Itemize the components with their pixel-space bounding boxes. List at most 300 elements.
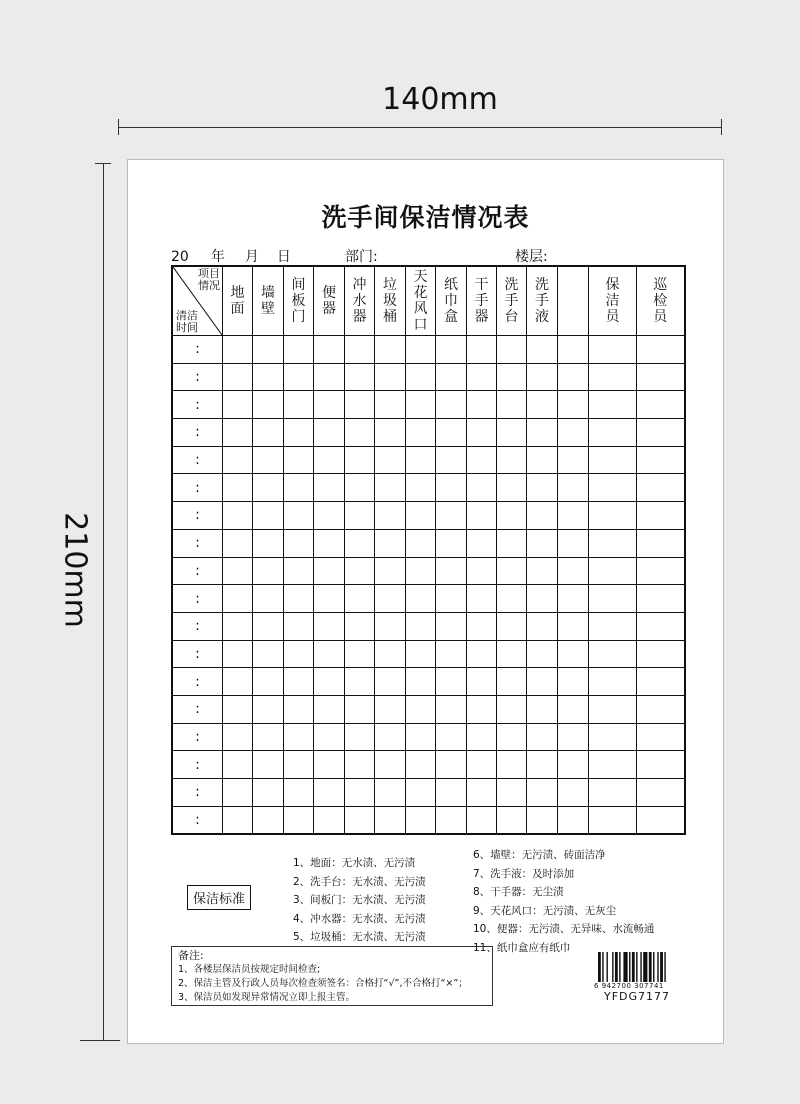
check-cell[interactable] bbox=[345, 529, 375, 557]
check-cell[interactable] bbox=[253, 612, 284, 640]
barcode-bar bbox=[636, 952, 637, 982]
check-cell[interactable] bbox=[253, 474, 284, 502]
check-cell[interactable] bbox=[253, 446, 284, 474]
table-row bbox=[172, 502, 685, 530]
check-cell[interactable] bbox=[253, 336, 284, 364]
barcode-bar bbox=[602, 952, 603, 982]
check-cell[interactable] bbox=[284, 502, 314, 530]
check-cell[interactable] bbox=[253, 779, 284, 807]
check-cell[interactable] bbox=[637, 446, 685, 474]
check-cell[interactable] bbox=[345, 585, 375, 613]
check-cell[interactable] bbox=[345, 474, 375, 502]
time-cell[interactable]: : bbox=[172, 557, 223, 585]
check-cell[interactable] bbox=[527, 806, 558, 834]
barcode-bar bbox=[640, 952, 641, 982]
check-cell[interactable] bbox=[467, 363, 497, 391]
check-cell[interactable] bbox=[497, 419, 527, 447]
check-cell[interactable] bbox=[637, 585, 685, 613]
check-cell[interactable] bbox=[589, 474, 637, 502]
check-cell[interactable] bbox=[637, 751, 685, 779]
check-cell[interactable] bbox=[467, 585, 497, 613]
check-cell[interactable] bbox=[436, 557, 467, 585]
check-cell[interactable] bbox=[436, 363, 467, 391]
check-cell[interactable] bbox=[314, 474, 345, 502]
time-cell[interactable]: : bbox=[172, 529, 223, 557]
check-cell[interactable] bbox=[558, 557, 589, 585]
standard-item: 11、纸巾盒应有纸巾 bbox=[473, 941, 571, 954]
check-cell[interactable] bbox=[497, 529, 527, 557]
check-cell[interactable] bbox=[284, 474, 314, 502]
check-cell[interactable] bbox=[589, 751, 637, 779]
check-cell[interactable] bbox=[589, 446, 637, 474]
time-cell[interactable]: : bbox=[172, 585, 223, 613]
check-cell[interactable] bbox=[497, 391, 527, 419]
check-cell[interactable] bbox=[436, 391, 467, 419]
table-row bbox=[172, 751, 685, 779]
time-cell[interactable]: : bbox=[172, 446, 223, 474]
check-cell[interactable] bbox=[253, 751, 284, 779]
check-cell[interactable] bbox=[467, 779, 497, 807]
check-cell[interactable] bbox=[375, 336, 406, 364]
check-cell[interactable] bbox=[314, 779, 345, 807]
check-cell[interactable] bbox=[497, 779, 527, 807]
check-cell[interactable] bbox=[284, 336, 314, 364]
check-cell[interactable] bbox=[558, 419, 589, 447]
check-cell[interactable] bbox=[637, 806, 685, 834]
check-cell[interactable] bbox=[314, 446, 345, 474]
check-cell[interactable] bbox=[314, 668, 345, 696]
check-cell[interactable] bbox=[375, 751, 406, 779]
check-cell[interactable] bbox=[589, 612, 637, 640]
product-code: YFDG7177 bbox=[604, 990, 671, 1003]
check-cell[interactable] bbox=[345, 723, 375, 751]
check-cell[interactable] bbox=[345, 640, 375, 668]
check-cell[interactable] bbox=[527, 723, 558, 751]
check-cell[interactable] bbox=[223, 640, 253, 668]
height-tick-bottom bbox=[80, 1040, 120, 1041]
check-cell[interactable] bbox=[558, 723, 589, 751]
check-cell[interactable] bbox=[345, 695, 375, 723]
check-cell[interactable] bbox=[436, 723, 467, 751]
check-cell[interactable] bbox=[375, 723, 406, 751]
check-cell[interactable] bbox=[406, 585, 436, 613]
check-cell[interactable] bbox=[223, 668, 253, 696]
check-cell[interactable] bbox=[558, 806, 589, 834]
check-cell[interactable] bbox=[253, 391, 284, 419]
check-cell[interactable] bbox=[345, 779, 375, 807]
check-cell[interactable] bbox=[467, 502, 497, 530]
check-cell[interactable] bbox=[558, 612, 589, 640]
time-cell[interactable]: : bbox=[172, 419, 223, 447]
time-cell[interactable]: : bbox=[172, 474, 223, 502]
check-cell[interactable] bbox=[345, 557, 375, 585]
check-cell[interactable] bbox=[589, 557, 637, 585]
check-cell[interactable] bbox=[314, 419, 345, 447]
check-cell[interactable] bbox=[558, 668, 589, 696]
time-cell[interactable]: : bbox=[172, 779, 223, 807]
check-cell[interactable] bbox=[467, 751, 497, 779]
check-cell[interactable] bbox=[253, 529, 284, 557]
check-cell[interactable] bbox=[497, 502, 527, 530]
check-cell[interactable] bbox=[589, 695, 637, 723]
check-cell[interactable] bbox=[345, 806, 375, 834]
check-cell[interactable] bbox=[345, 336, 375, 364]
check-cell[interactable] bbox=[497, 668, 527, 696]
check-cell[interactable] bbox=[253, 723, 284, 751]
check-cell[interactable] bbox=[345, 612, 375, 640]
check-cell[interactable] bbox=[637, 474, 685, 502]
barcode-bar bbox=[606, 952, 607, 982]
check-cell[interactable] bbox=[637, 391, 685, 419]
check-cell[interactable] bbox=[436, 336, 467, 364]
check-cell[interactable] bbox=[223, 529, 253, 557]
check-cell[interactable] bbox=[223, 557, 253, 585]
table-row bbox=[172, 446, 685, 474]
check-cell[interactable] bbox=[497, 695, 527, 723]
check-cell[interactable] bbox=[436, 502, 467, 530]
check-cell[interactable] bbox=[345, 391, 375, 419]
standard-item: 9、天花风口：无污渍、无灰尘 bbox=[473, 904, 617, 917]
column-header: 天花风口 bbox=[406, 266, 436, 336]
check-cell[interactable] bbox=[589, 779, 637, 807]
check-cell[interactable] bbox=[467, 446, 497, 474]
check-cell[interactable] bbox=[467, 529, 497, 557]
standard-item: 4、冲水器：无水渍、无污渍 bbox=[293, 912, 426, 925]
check-cell[interactable] bbox=[253, 557, 284, 585]
check-cell[interactable] bbox=[497, 363, 527, 391]
check-cell[interactable] bbox=[284, 585, 314, 613]
check-cell[interactable] bbox=[223, 336, 253, 364]
check-cell[interactable] bbox=[637, 612, 685, 640]
check-cell[interactable] bbox=[314, 557, 345, 585]
check-cell[interactable] bbox=[527, 446, 558, 474]
check-cell[interactable] bbox=[345, 751, 375, 779]
check-cell[interactable] bbox=[467, 723, 497, 751]
check-cell[interactable] bbox=[589, 336, 637, 364]
check-cell[interactable] bbox=[527, 779, 558, 807]
check-cell[interactable] bbox=[406, 695, 436, 723]
check-cell[interactable] bbox=[375, 585, 406, 613]
check-cell[interactable] bbox=[406, 640, 436, 668]
check-cell[interactable] bbox=[223, 391, 253, 419]
check-cell[interactable] bbox=[406, 668, 436, 696]
check-cell[interactable] bbox=[284, 391, 314, 419]
check-cell[interactable] bbox=[637, 336, 685, 364]
check-cell[interactable] bbox=[637, 529, 685, 557]
check-cell[interactable] bbox=[497, 446, 527, 474]
check-cell[interactable] bbox=[253, 502, 284, 530]
check-cell[interactable] bbox=[375, 612, 406, 640]
time-cell[interactable]: : bbox=[172, 751, 223, 779]
check-cell[interactable] bbox=[527, 668, 558, 696]
check-cell[interactable] bbox=[253, 585, 284, 613]
check-cell[interactable] bbox=[253, 695, 284, 723]
check-cell[interactable] bbox=[558, 640, 589, 668]
check-cell[interactable] bbox=[223, 419, 253, 447]
check-cell[interactable] bbox=[406, 474, 436, 502]
check-cell[interactable] bbox=[406, 419, 436, 447]
check-cell[interactable] bbox=[589, 640, 637, 668]
check-cell[interactable] bbox=[223, 695, 253, 723]
check-cell[interactable] bbox=[375, 363, 406, 391]
check-cell[interactable] bbox=[527, 585, 558, 613]
check-cell[interactable] bbox=[527, 363, 558, 391]
table-row bbox=[172, 585, 685, 613]
check-cell[interactable] bbox=[497, 723, 527, 751]
check-cell[interactable] bbox=[527, 419, 558, 447]
check-cell[interactable] bbox=[406, 446, 436, 474]
standard-item: 7、洗手液：及时添加 bbox=[473, 867, 575, 880]
check-cell[interactable] bbox=[436, 779, 467, 807]
check-cell[interactable] bbox=[497, 612, 527, 640]
check-cell[interactable] bbox=[497, 557, 527, 585]
check-cell[interactable] bbox=[223, 502, 253, 530]
check-cell[interactable] bbox=[589, 363, 637, 391]
check-cell[interactable] bbox=[436, 585, 467, 613]
check-cell[interactable] bbox=[637, 695, 685, 723]
check-cell[interactable] bbox=[589, 723, 637, 751]
check-cell[interactable] bbox=[436, 419, 467, 447]
check-cell[interactable] bbox=[284, 363, 314, 391]
check-cell[interactable] bbox=[406, 502, 436, 530]
check-cell[interactable] bbox=[223, 363, 253, 391]
check-cell[interactable] bbox=[527, 751, 558, 779]
check-cell[interactable] bbox=[558, 585, 589, 613]
check-cell[interactable] bbox=[467, 612, 497, 640]
check-cell[interactable] bbox=[436, 751, 467, 779]
check-cell[interactable] bbox=[467, 474, 497, 502]
check-cell[interactable] bbox=[467, 336, 497, 364]
check-cell[interactable] bbox=[223, 751, 253, 779]
check-cell[interactable] bbox=[467, 640, 497, 668]
check-cell[interactable] bbox=[345, 502, 375, 530]
check-cell[interactable] bbox=[314, 529, 345, 557]
check-cell[interactable] bbox=[406, 751, 436, 779]
check-cell[interactable] bbox=[436, 806, 467, 834]
check-cell[interactable] bbox=[284, 806, 314, 834]
department-field: 部门: bbox=[345, 246, 473, 266]
standard-item: 1、地面：无水渍、无污渍 bbox=[293, 857, 416, 869]
check-cell[interactable] bbox=[223, 723, 253, 751]
check-cell[interactable] bbox=[314, 723, 345, 751]
check-cell[interactable] bbox=[314, 363, 345, 391]
height-dimension-line bbox=[103, 163, 104, 1040]
check-cell[interactable] bbox=[345, 363, 375, 391]
check-cell[interactable] bbox=[558, 695, 589, 723]
check-cell[interactable] bbox=[558, 474, 589, 502]
check-cell[interactable] bbox=[436, 640, 467, 668]
check-cell[interactable] bbox=[375, 779, 406, 807]
check-cell[interactable] bbox=[497, 806, 527, 834]
check-cell[interactable] bbox=[558, 336, 589, 364]
check-cell[interactable] bbox=[406, 779, 436, 807]
check-cell[interactable] bbox=[375, 474, 406, 502]
check-cell[interactable] bbox=[314, 640, 345, 668]
barcode-bar bbox=[612, 952, 613, 982]
check-cell[interactable] bbox=[436, 529, 467, 557]
check-cell[interactable] bbox=[527, 612, 558, 640]
check-cell[interactable] bbox=[589, 419, 637, 447]
check-cell[interactable] bbox=[314, 695, 345, 723]
time-cell[interactable]: : bbox=[172, 723, 223, 751]
check-cell[interactable] bbox=[558, 391, 589, 419]
check-cell[interactable] bbox=[284, 557, 314, 585]
check-cell[interactable] bbox=[284, 640, 314, 668]
check-cell[interactable] bbox=[637, 363, 685, 391]
check-cell[interactable] bbox=[223, 806, 253, 834]
check-cell[interactable] bbox=[436, 446, 467, 474]
check-cell[interactable] bbox=[436, 668, 467, 696]
check-cell[interactable] bbox=[314, 391, 345, 419]
check-cell[interactable] bbox=[314, 585, 345, 613]
check-cell[interactable] bbox=[375, 640, 406, 668]
header-diagonal-cell: 项目情况 清洁时间 bbox=[172, 266, 223, 336]
check-cell[interactable] bbox=[406, 391, 436, 419]
check-cell[interactable] bbox=[406, 806, 436, 834]
check-cell[interactable] bbox=[375, 557, 406, 585]
check-cell[interactable] bbox=[467, 668, 497, 696]
check-cell[interactable] bbox=[467, 806, 497, 834]
barcode-bar bbox=[598, 952, 601, 982]
check-cell[interactable] bbox=[314, 806, 345, 834]
check-cell[interactable] bbox=[497, 336, 527, 364]
check-cell[interactable] bbox=[589, 806, 637, 834]
check-cell[interactable] bbox=[253, 419, 284, 447]
check-cell[interactable] bbox=[223, 585, 253, 613]
check-cell[interactable] bbox=[497, 474, 527, 502]
time-cell[interactable]: : bbox=[172, 640, 223, 668]
check-cell[interactable] bbox=[436, 695, 467, 723]
check-cell[interactable] bbox=[375, 502, 406, 530]
check-cell[interactable] bbox=[637, 557, 685, 585]
time-cell[interactable]: : bbox=[172, 363, 223, 391]
check-cell[interactable] bbox=[223, 446, 253, 474]
check-cell[interactable] bbox=[637, 640, 685, 668]
check-cell[interactable] bbox=[497, 585, 527, 613]
check-cell[interactable] bbox=[284, 668, 314, 696]
table-row bbox=[172, 419, 685, 447]
check-cell[interactable] bbox=[558, 529, 589, 557]
check-cell[interactable] bbox=[406, 612, 436, 640]
check-cell[interactable] bbox=[223, 612, 253, 640]
floor-field: 楼层: bbox=[515, 246, 653, 266]
check-cell[interactable] bbox=[589, 668, 637, 696]
check-cell[interactable] bbox=[375, 668, 406, 696]
check-cell[interactable] bbox=[375, 446, 406, 474]
check-cell[interactable] bbox=[527, 336, 558, 364]
check-cell[interactable] bbox=[527, 557, 558, 585]
check-cell[interactable] bbox=[558, 779, 589, 807]
time-cell[interactable]: : bbox=[172, 391, 223, 419]
check-cell[interactable] bbox=[527, 640, 558, 668]
check-cell[interactable] bbox=[284, 419, 314, 447]
check-cell[interactable] bbox=[406, 336, 436, 364]
time-cell[interactable]: : bbox=[172, 502, 223, 530]
check-cell[interactable] bbox=[375, 695, 406, 723]
check-cell[interactable] bbox=[253, 640, 284, 668]
check-cell[interactable] bbox=[314, 502, 345, 530]
barcode-bar bbox=[623, 952, 627, 982]
column-header: 干手器 bbox=[467, 266, 497, 336]
check-cell[interactable] bbox=[637, 723, 685, 751]
check-cell[interactable] bbox=[406, 723, 436, 751]
check-cell[interactable] bbox=[497, 751, 527, 779]
check-cell[interactable] bbox=[558, 751, 589, 779]
check-cell[interactable] bbox=[345, 446, 375, 474]
check-cell[interactable] bbox=[436, 474, 467, 502]
check-cell[interactable] bbox=[497, 640, 527, 668]
check-cell[interactable] bbox=[637, 502, 685, 530]
check-cell[interactable] bbox=[467, 419, 497, 447]
barcode-bar bbox=[619, 952, 620, 982]
column-header: 垃圾桶 bbox=[375, 266, 406, 336]
check-cell[interactable] bbox=[314, 751, 345, 779]
check-cell[interactable] bbox=[253, 806, 284, 834]
check-cell[interactable] bbox=[589, 391, 637, 419]
check-cell[interactable] bbox=[345, 419, 375, 447]
check-cell[interactable] bbox=[406, 529, 436, 557]
time-cell[interactable]: : bbox=[172, 668, 223, 696]
check-cell[interactable] bbox=[436, 612, 467, 640]
check-cell[interactable] bbox=[284, 695, 314, 723]
check-cell[interactable] bbox=[406, 363, 436, 391]
check-cell[interactable] bbox=[558, 446, 589, 474]
check-cell[interactable] bbox=[345, 668, 375, 696]
check-cell[interactable] bbox=[314, 336, 345, 364]
check-cell[interactable] bbox=[253, 363, 284, 391]
time-cell[interactable]: : bbox=[172, 612, 223, 640]
check-cell[interactable] bbox=[637, 419, 685, 447]
check-cell[interactable] bbox=[223, 474, 253, 502]
check-cell[interactable] bbox=[527, 529, 558, 557]
check-cell[interactable] bbox=[589, 502, 637, 530]
check-cell[interactable] bbox=[589, 529, 637, 557]
check-cell[interactable] bbox=[558, 363, 589, 391]
check-cell[interactable] bbox=[467, 391, 497, 419]
check-cell[interactable] bbox=[284, 779, 314, 807]
check-cell[interactable] bbox=[284, 446, 314, 474]
check-cell[interactable] bbox=[558, 502, 589, 530]
check-cell[interactable] bbox=[467, 557, 497, 585]
check-cell[interactable] bbox=[375, 529, 406, 557]
check-cell[interactable] bbox=[284, 723, 314, 751]
check-cell[interactable] bbox=[589, 585, 637, 613]
time-cell[interactable]: : bbox=[172, 336, 223, 364]
check-cell[interactable] bbox=[527, 474, 558, 502]
check-cell[interactable] bbox=[284, 612, 314, 640]
check-cell[interactable] bbox=[223, 779, 253, 807]
check-cell[interactable] bbox=[527, 695, 558, 723]
check-cell[interactable] bbox=[375, 391, 406, 419]
check-cell[interactable] bbox=[375, 806, 406, 834]
check-cell[interactable] bbox=[253, 668, 284, 696]
check-cell[interactable] bbox=[527, 391, 558, 419]
check-cell[interactable] bbox=[406, 557, 436, 585]
check-cell[interactable] bbox=[284, 751, 314, 779]
check-cell[interactable] bbox=[284, 529, 314, 557]
barcode-bar bbox=[664, 952, 665, 982]
check-cell[interactable] bbox=[637, 668, 685, 696]
check-cell[interactable] bbox=[467, 695, 497, 723]
time-cell[interactable]: : bbox=[172, 695, 223, 723]
check-cell[interactable] bbox=[375, 419, 406, 447]
width-tick-right bbox=[721, 119, 722, 135]
check-cell[interactable] bbox=[527, 502, 558, 530]
time-cell[interactable]: : bbox=[172, 806, 223, 834]
notes-box: 备注: 1、各楼层保洁员按规定时间检查; 2、保洁主管及行政人员每次检查须签名：合格打“√”,不合格打“×”； 3、保洁员如发现异常情况立即上报主管。 bbox=[171, 946, 493, 1006]
check-cell[interactable] bbox=[637, 779, 685, 807]
check-cell[interactable] bbox=[314, 612, 345, 640]
